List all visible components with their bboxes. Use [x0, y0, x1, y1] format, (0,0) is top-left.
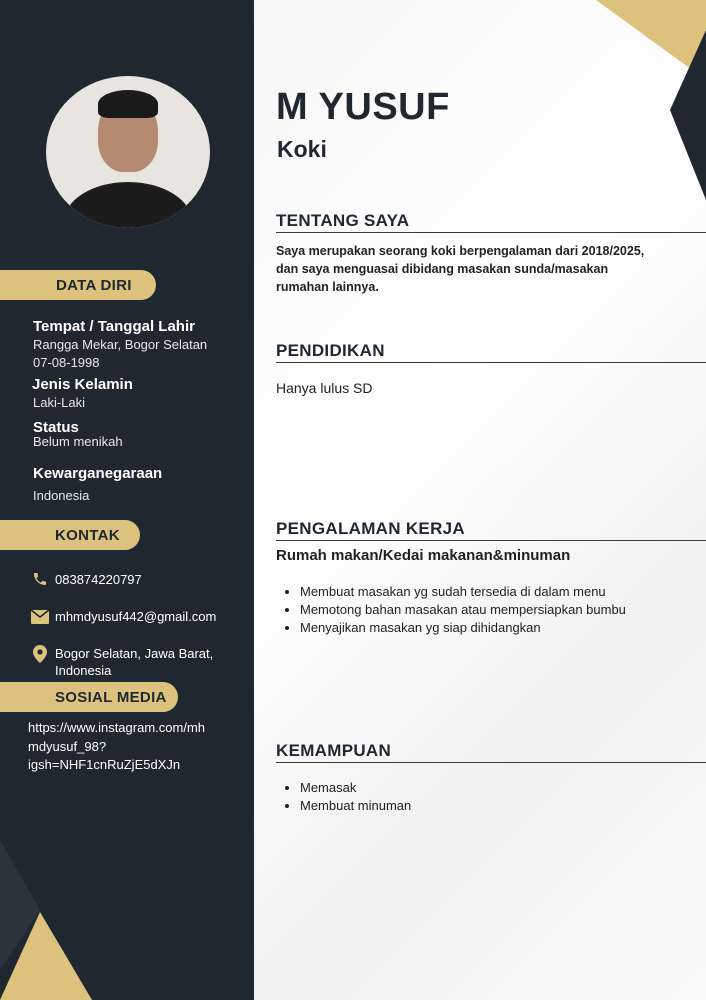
kontak-header	[0, 520, 140, 550]
experience-item: • Menyajikan masakan yg siap dihidangkan	[300, 619, 626, 637]
skill-item: • Memasak	[300, 779, 411, 797]
about-line1: Saya merupakan seorang koki berpengalaman dari 2018/2025,	[276, 244, 645, 258]
email-value[interactable]: mhmdyusuf442@gmail.com	[55, 609, 217, 624]
experience-heading-text: PENGALAMAN KERJA	[276, 519, 465, 538]
about-line2: dan saya menguasai dibidang masakan sunda/masakan	[276, 262, 609, 276]
citizenship-label: Kewarganegaraan	[33, 465, 163, 482]
experience-place: Rumah makan/Kedai makanan&minuman	[276, 547, 571, 564]
email-icon	[31, 610, 49, 624]
experience-heading	[276, 519, 706, 541]
status-label: Status	[33, 419, 79, 436]
profile-photo	[46, 76, 210, 228]
ttl-label: Tempat / Tanggal Lahir	[33, 318, 195, 335]
top-right-decoration	[596, 0, 706, 200]
experience-item: • Membuat masakan yg sudah tersedia di dalam menu	[300, 583, 626, 601]
skills-heading	[276, 741, 706, 763]
sosial-media-label: SOSIAL MEDIA	[55, 688, 167, 706]
kontak-label: KONTAK	[55, 526, 120, 544]
gender-value: Laki-Laki	[33, 395, 86, 410]
phone-icon	[32, 571, 48, 587]
status-value: Belum menikah	[33, 434, 123, 449]
bottom-left-decoration	[0, 840, 100, 1000]
phone-value[interactable]: 083874220797	[55, 572, 142, 587]
about-line3: rumahan lainnya.	[276, 280, 379, 294]
location-icon	[33, 645, 47, 663]
address-line1: Bogor Selatan, Jawa Barat,	[55, 646, 214, 661]
skill-item: • Membuat minuman	[300, 797, 411, 815]
experience-list	[278, 583, 626, 637]
skills-list	[278, 779, 411, 815]
sosial-media-header	[0, 682, 178, 712]
citizenship-value: Indonesia	[33, 488, 90, 503]
education-heading	[276, 341, 706, 363]
ttl-place: Rangga Mekar, Bogor Selatan	[33, 337, 208, 352]
address-line2: Indonesia	[55, 663, 112, 678]
about-heading-text: TENTANG SAYA	[276, 211, 410, 230]
person-name: M YUSUF	[276, 86, 450, 128]
social-link-line3[interactable]: igsh=NHF1cnRuZjE5dXJn	[28, 757, 181, 772]
gender-label: Jenis Kelamin	[32, 376, 133, 393]
ttl-date: 07-08-1998	[33, 355, 100, 370]
person-title: Koki	[277, 136, 327, 162]
data-diri-label: DATA DIRI	[56, 276, 132, 294]
social-link-line2[interactable]: mdyusuf_98?	[28, 739, 107, 754]
about-heading	[276, 211, 706, 233]
data-diri-header	[0, 270, 156, 300]
social-link-line1[interactable]: https://www.instagram.com/mh	[28, 720, 205, 735]
education-text: Hanya lulus SD	[276, 380, 373, 396]
experience-item: • Memotong bahan masakan atau mempersiapkan bumbu	[300, 601, 626, 619]
education-heading-text: PENDIDIKAN	[276, 341, 385, 360]
photo-shirt	[64, 182, 192, 228]
skills-heading-text: KEMAMPUAN	[276, 741, 392, 760]
photo-hair	[98, 90, 158, 118]
